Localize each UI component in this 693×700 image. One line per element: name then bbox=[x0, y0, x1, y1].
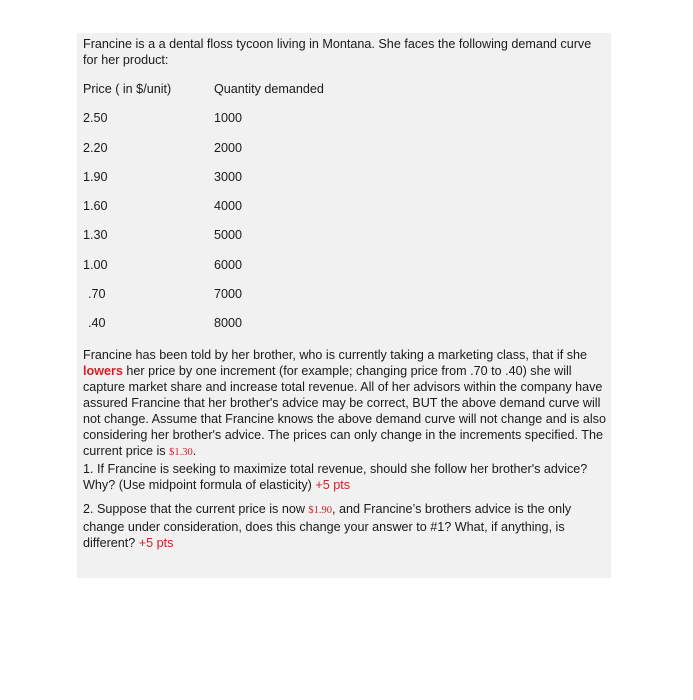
table-row bbox=[83, 286, 383, 315]
question-1-text: 1. If Francine is seeking to maximize total revenue, should she follow her brother's advice? Why? (Use midpoint formula of elasticity) bbox=[83, 462, 588, 492]
question-2-points: +5 pts bbox=[138, 536, 174, 550]
scenario-text-part1: Francine has been told by her brother, who is currently taking a marketing class, that if she bbox=[83, 348, 588, 362]
quantity-cell: 1000 bbox=[214, 111, 243, 126]
quantity-cell: 4000 bbox=[214, 199, 243, 214]
question-2-text-after: , and Francine’s brothers advice is the only change under consideration, does this change your answer to #1? What, if anything, is different? bbox=[83, 502, 572, 550]
quantity-header: Quantity demanded bbox=[214, 82, 324, 96]
table-row bbox=[83, 110, 383, 139]
quantity-cell: 2000 bbox=[214, 140, 243, 155]
price-cell: 1.00 bbox=[83, 257, 108, 272]
quantity-cell: 5000 bbox=[214, 228, 243, 243]
quantity-cell: 6000 bbox=[214, 257, 243, 272]
price-cell: 2.50 bbox=[83, 111, 108, 126]
price-cell: 1.90 bbox=[83, 169, 108, 184]
demand-table bbox=[83, 81, 383, 345]
lowers-emphasis: lowers bbox=[83, 364, 123, 378]
price-header: Price ( in $/unit) bbox=[83, 82, 172, 96]
price-cell: 2.20 bbox=[83, 140, 108, 155]
price-cell: 1.60 bbox=[83, 199, 108, 214]
table-row bbox=[83, 257, 383, 286]
quantity-cell: 7000 bbox=[214, 287, 243, 302]
table-row bbox=[83, 227, 383, 256]
price-cell: .70 bbox=[88, 287, 106, 302]
scenario-text-part2: her price by one increment (for example; changing price from .70 to .40) she will capture market share and increase total revenue. All of her advisors within the company have assured Francine that her brother's advice may be correct, BUT the above demand curve will not change. Assume that Francine knows the above demand curve will not change and is also considering her brother's advice. The prices can only change in the increments specified. The current price is bbox=[83, 364, 606, 458]
question-1-points: +5 pts bbox=[315, 478, 351, 492]
price-cell: 1.30 bbox=[83, 228, 108, 243]
question-2 bbox=[83, 501, 607, 551]
intro-text: Francine is a a dental floss tycoon living in Montana. She faces the following demand curve for her product: bbox=[83, 37, 592, 67]
table-row bbox=[83, 315, 383, 344]
table-row bbox=[83, 140, 383, 169]
quantity-cell: 3000 bbox=[214, 169, 243, 184]
question-2-price: $1.90 bbox=[308, 505, 333, 516]
price-cell: .40 bbox=[88, 316, 106, 331]
table-header-row bbox=[83, 81, 383, 110]
table-row bbox=[83, 169, 383, 198]
quantity-cell: 8000 bbox=[214, 316, 243, 331]
question-2-text-before: 2. Suppose that the current price is now bbox=[83, 502, 309, 516]
scenario-paragraph bbox=[83, 347, 607, 493]
scenario-text-part3: . bbox=[192, 444, 197, 458]
current-price-value: $1.30 bbox=[169, 447, 193, 458]
table-row bbox=[83, 198, 383, 227]
